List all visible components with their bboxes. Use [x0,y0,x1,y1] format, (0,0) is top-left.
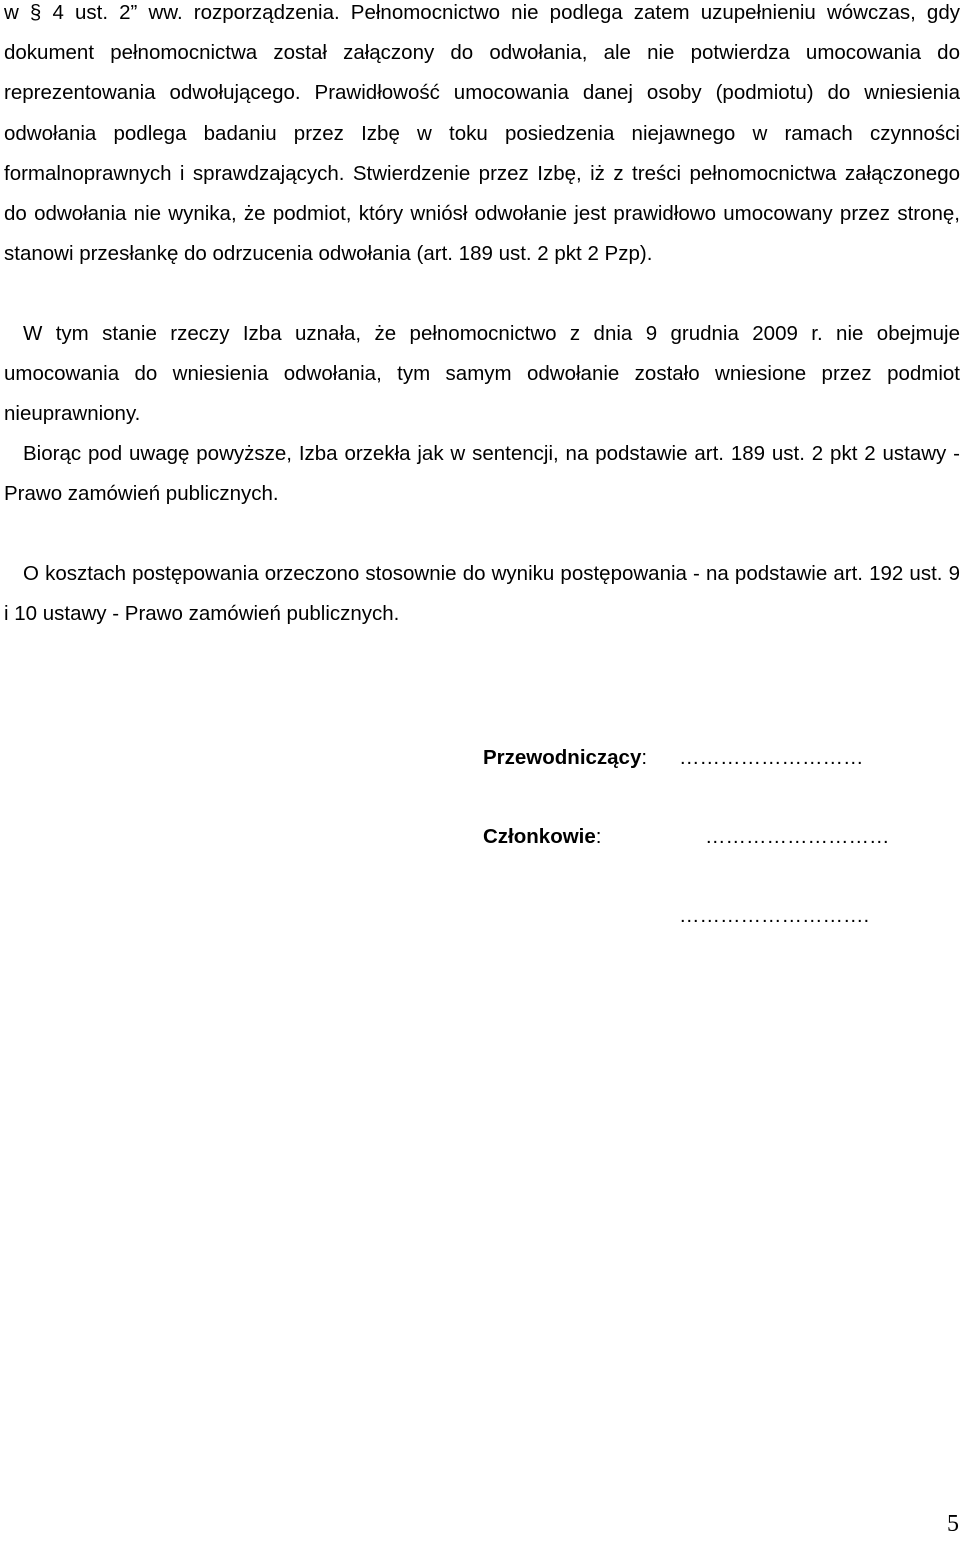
chair-signature-label [483,746,647,770]
member-2-signature-line: ………………………. [679,904,870,927]
page-number: 5 [947,1511,959,1537]
paragraph-ruling-basis: Biorąc pod uwagę powyższe, Izba orzekła jak w sentencji, na podstawie art. 189 ust. 2 pkt 2 ustawy - Prawo zamówień publicznych. [4,442,960,506]
members-label-colon: : [595,825,602,848]
paragraph-costs: O kosztach postępowania orzeczono stosownie do wyniku postępowania - na podstawie art. 192 ust. 9 i 10 ustawy - Prawo zamówień publicznych. [4,562,960,626]
chair-signature-line: ……………………… [679,746,864,769]
members-label-text: Członkowie [483,825,596,848]
member-1-signature-line: ……………………… [705,825,890,848]
members-signature-label [483,825,601,849]
chair-label-colon: : [641,746,648,769]
paragraph-conclusion: W tym stanie rzeczy Izba uznała, że pełnomocnictwo z dnia 9 grudnia 2009 r. nie obejmuje umocowania do wniesienia odwołania, tym samym odwołanie zostało wniesione przez podmiot nieuprawniony. [4,322,960,426]
paragraph-justification: w § 4 ust. 2” ww. rozporządzenia. Pełnomocnictwo nie podlega zatem uzupełnieniu wówczas, gdy dokument pełnomocnictwa został załączony do odwołania, ale nie potwierdza umocowania do reprezentowania odwołującego. Prawidłowość umocowania danej osoby (podmiotu) do wniesienia odwołania podlega badaniu przez Izbę w toku posiedzenia niejawnego w ramach czynności formalnoprawnych i sprawdzających. Stwierdzenie przez Izbę, iż z treści pełnomocnictwa załączonego do odwołania nie wynika, że podmiot, który wniósł odwołanie jest prawidłowo umocowany przez stronę, stanowi przesłankę do odrzucenia odwołania (art. 189 ust. 2 pkt 2 Pzp). [4,1,960,266]
chair-label-text: Przewodniczący [483,746,642,769]
